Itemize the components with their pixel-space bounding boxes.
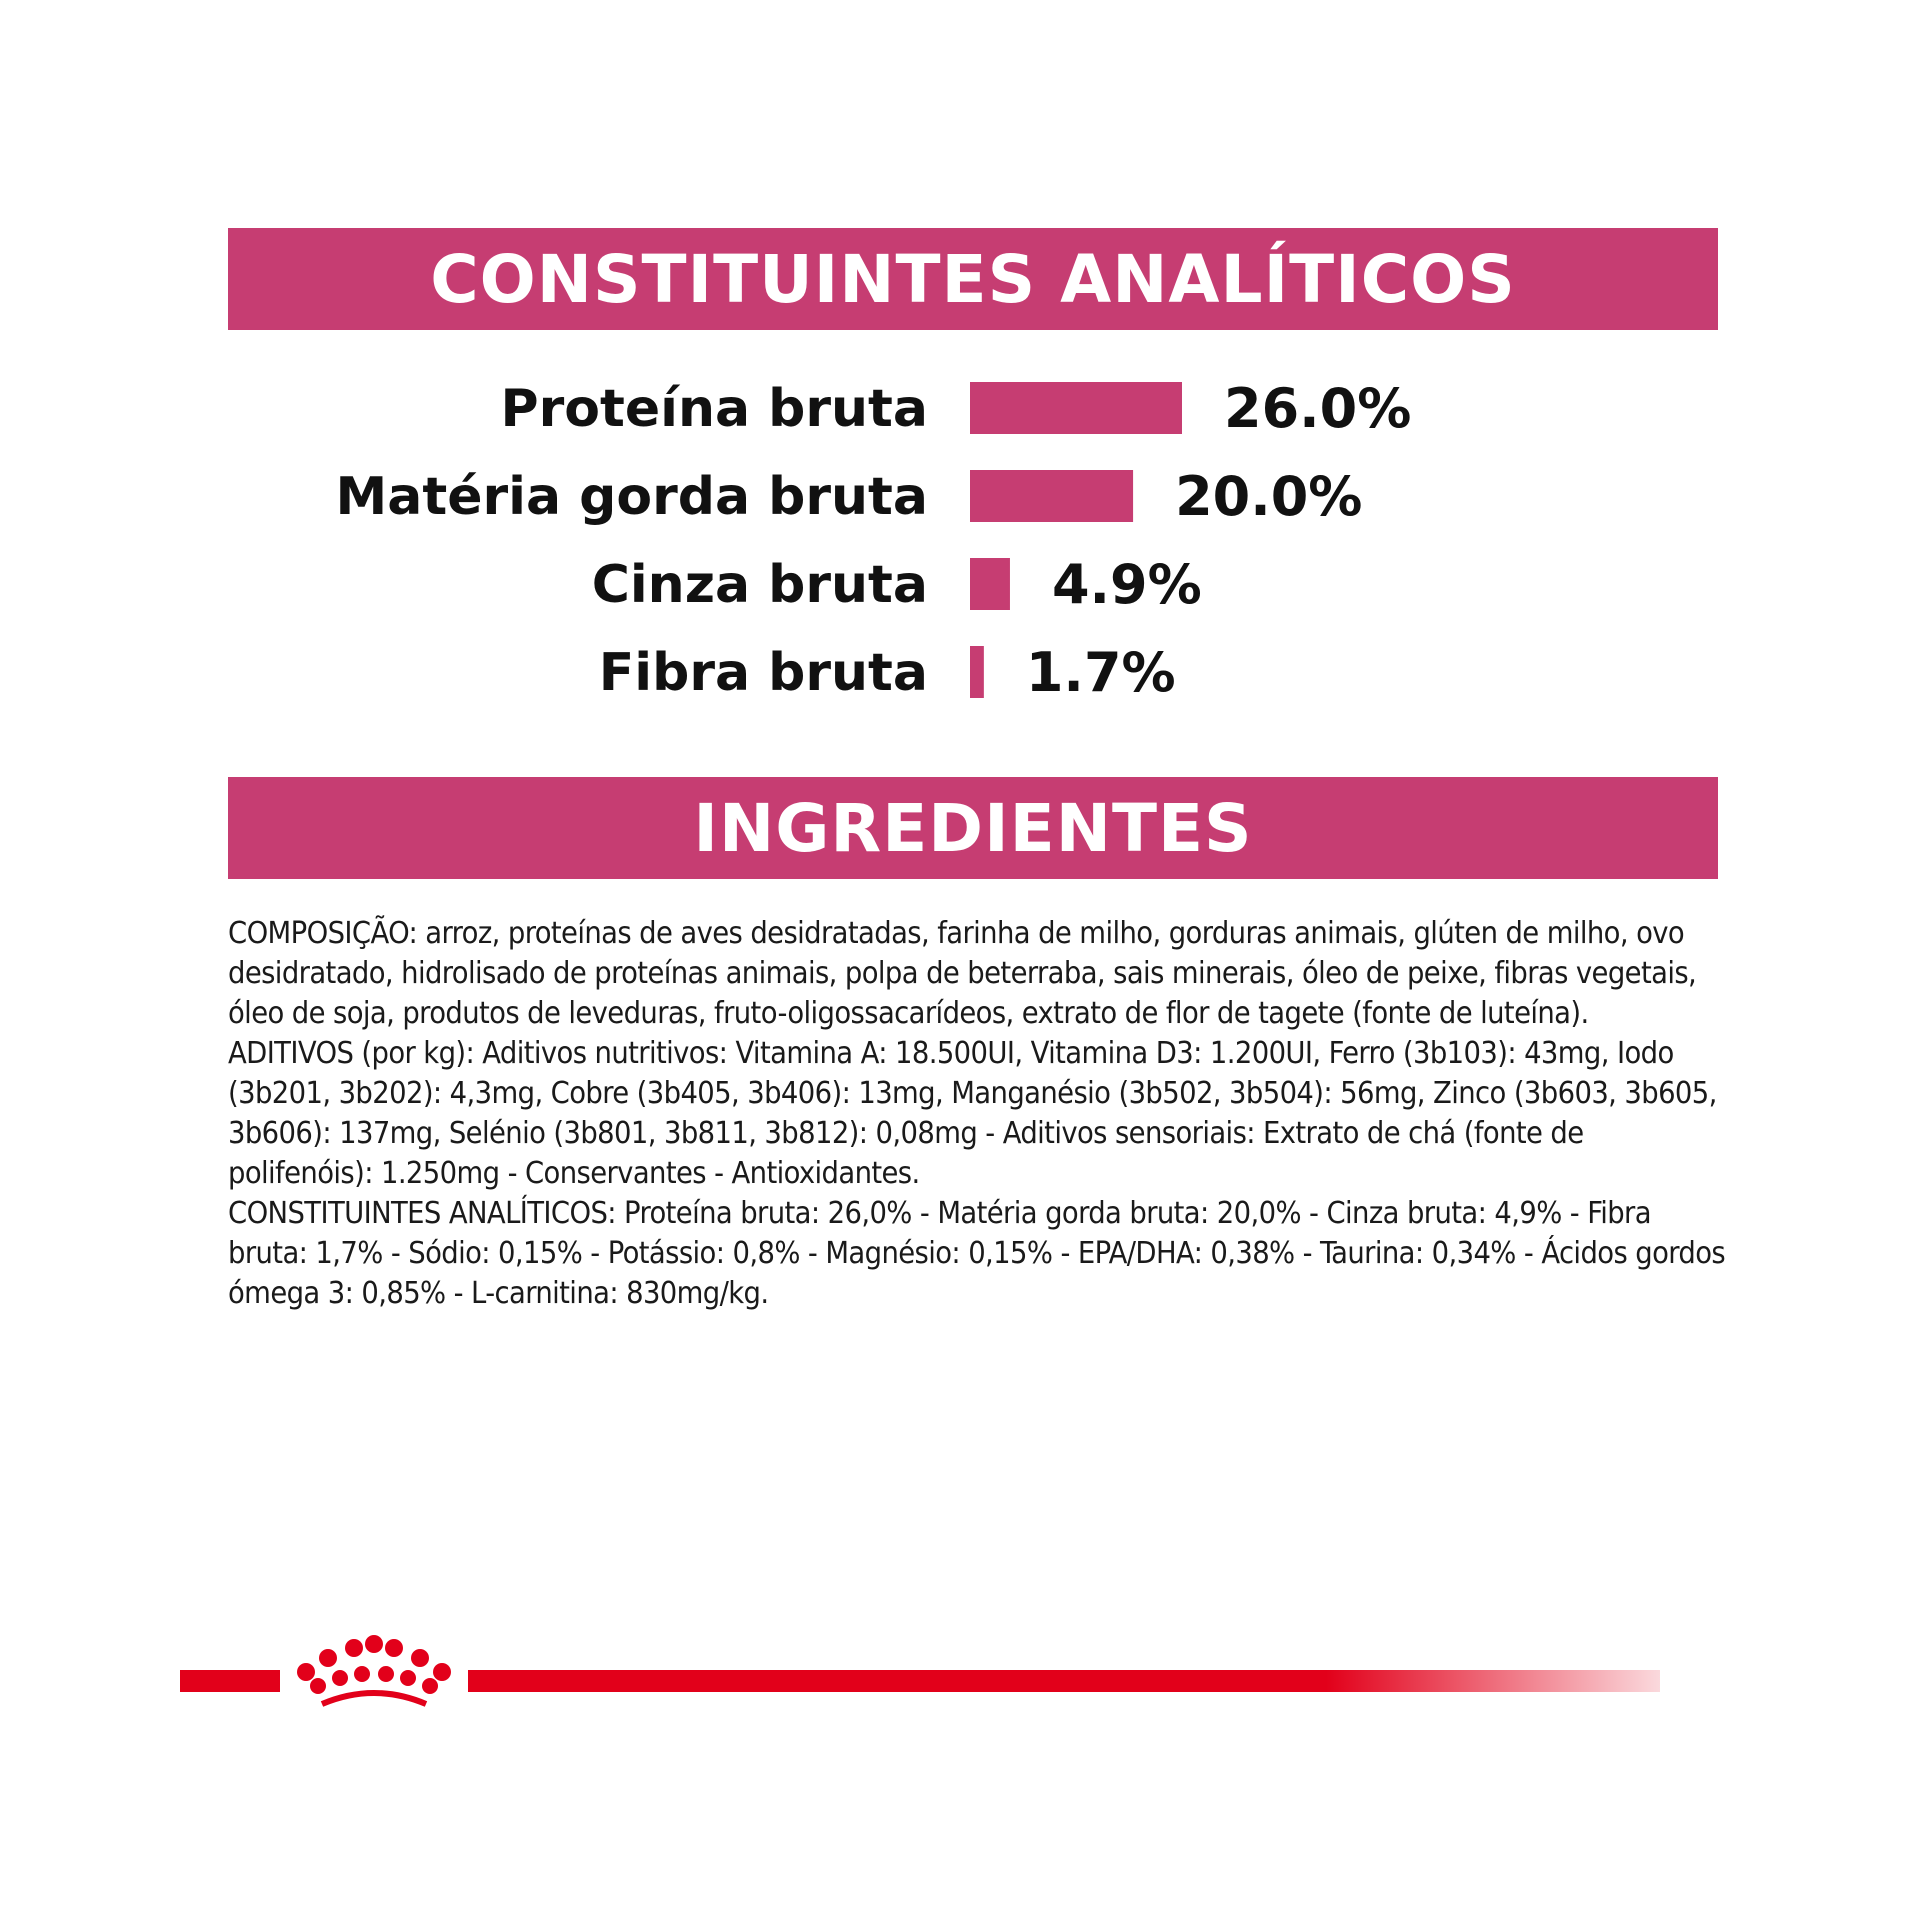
brand-line-right — [468, 1670, 1660, 1692]
bar-value-label: 20.0% — [1175, 465, 1363, 528]
bar-label: Matéria gorda bruta — [335, 467, 928, 527]
bar — [970, 382, 1182, 434]
analytics-bar-chart — [0, 360, 1920, 720]
bar-label: Proteína bruta — [500, 379, 928, 439]
brand-line-left — [180, 1670, 280, 1692]
ingredients-header-band — [228, 777, 1718, 879]
analytics-title: CONSTITUINTES ANALÍTICOS — [430, 240, 1516, 318]
bar-value-label: 1.7% — [1025, 641, 1176, 704]
composition-paragraph: COMPOSIÇÃO: arroz, proteínas de aves desidratadas, farinha de milho, gorduras animais, glúten de milho, ovo desidratado, hidrolisado de proteínas animais, polpa de beterraba, sais minerais, óleo de peixe, fibras vegetais, óleo de soja, produtos de leveduras, fruto-oligossacarídeos, extrato de flor de tagete (fonte de luteína). — [228, 916, 1697, 1031]
bar-label: Fibra bruta — [598, 643, 928, 703]
bar-value-label: 4.9% — [1051, 553, 1202, 616]
bar — [970, 470, 1133, 522]
brand-footer — [180, 1630, 1660, 1710]
crown-icon — [288, 1630, 460, 1716]
ingredients-text-block — [228, 914, 1728, 1314]
ingredients-title: INGREDIENTES — [693, 789, 1253, 867]
analytical-paragraph: CONSTITUINTES ANALÍTICOS: Proteína bruta: 26,0% - Matéria gorda bruta: 20,0% - Cinza bruta: 4,9% - Fibra bruta: 1,7% - Sódio: 0,15% - Potássio: 0,8% - Magnésio: 0,15% - EPA/DHA: 0,38% - Taurina: 0,34% - Ácidos gordos ómega 3: 0,85% - L-carnitina: 830mg/kg. — [228, 1196, 1726, 1311]
bar-value-label: 26.0% — [1224, 377, 1412, 440]
bar — [970, 646, 984, 698]
additives-paragraph: ADITIVOS (por kg): Aditivos nutritivos: Vitamina A: 18.500UI, Vitamina D3: 1.200UI, Ferro (3b103): 43mg, Iodo (3b201, 3b202): 4,3mg, Cobre (3b405, 3b406): 13mg, Manganésio (3b502, 3b504): 56mg, Zinco (3b603, 3b605, 3b606): 137mg, Selénio (3b801, 3b811, 3b812): 0,08mg - Aditivos sensoriais: Extrato de chá (fonte de polifenóis): 1.250mg - Conservantes - Antioxidantes. — [228, 1036, 1717, 1191]
analytics-header-band — [228, 228, 1718, 330]
bar-label: Cinza bruta — [591, 555, 928, 615]
bar — [970, 558, 1010, 610]
